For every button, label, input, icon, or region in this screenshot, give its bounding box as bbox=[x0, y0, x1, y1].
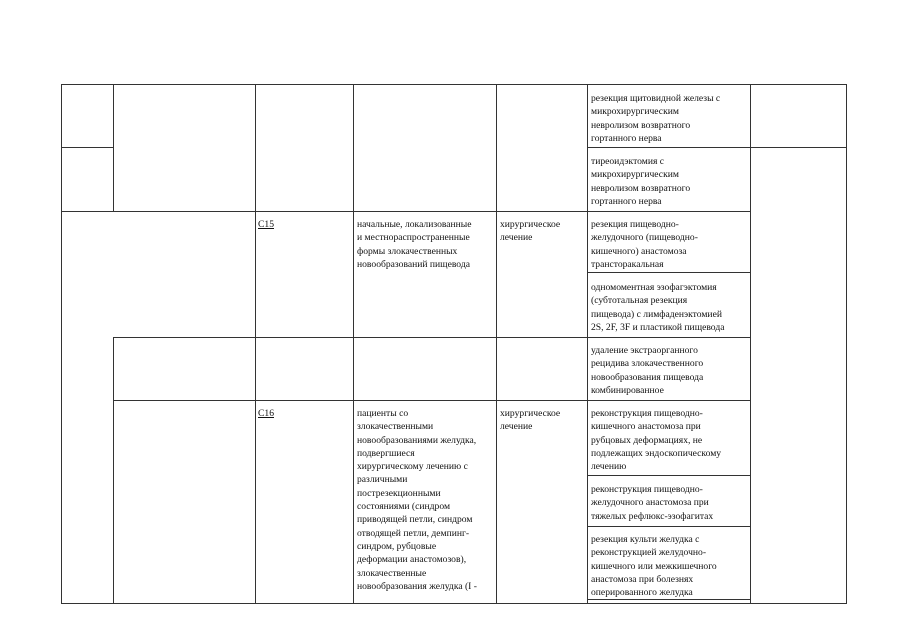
cell-line: резекция щитовидной железы с bbox=[591, 93, 721, 104]
row-divider bbox=[61, 211, 750, 212]
cell-line: невролизом возвратного bbox=[591, 182, 691, 194]
diagnosis-code-c15: C15 bbox=[258, 219, 274, 230]
cell-line: подвергшиеся bbox=[357, 447, 415, 459]
cell-line: пищевода) с лимфаденэктомией bbox=[591, 308, 722, 320]
cell-line: (субтотальная резекция bbox=[591, 295, 688, 307]
column-divider bbox=[255, 84, 256, 604]
cell-line: лечение bbox=[500, 232, 533, 244]
cell-line: хирургическое bbox=[500, 408, 561, 419]
cell-line: желудочного анастомоза при bbox=[591, 497, 709, 509]
cell-line: реконструкция пищеводно- bbox=[591, 408, 703, 419]
condition-cell bbox=[357, 218, 472, 271]
cell-line: реконструкция пищеводно- bbox=[591, 484, 703, 495]
cell-line: кишечного анастомоза при bbox=[591, 421, 701, 433]
cell-line: гортанного нерва bbox=[591, 195, 662, 207]
table-bottom-border bbox=[61, 603, 846, 604]
cell-line: желудочного (пищеводно- bbox=[591, 232, 698, 244]
row-divider bbox=[587, 526, 750, 527]
cell-line: злокачественные bbox=[357, 567, 427, 579]
cell-line: хирургическое bbox=[500, 219, 561, 230]
row-divider bbox=[587, 147, 846, 148]
row-divider bbox=[587, 272, 750, 273]
cell-line: комбинированное bbox=[591, 384, 664, 396]
cell-line: гортанного нерва bbox=[591, 132, 662, 144]
column-divider bbox=[353, 84, 354, 604]
cell-line: различными bbox=[357, 474, 408, 486]
row-divider bbox=[113, 400, 750, 401]
column-divider bbox=[496, 84, 497, 604]
cell-line: резекция культи желудка с bbox=[591, 534, 700, 545]
row-divider bbox=[587, 475, 750, 476]
procedure-cell bbox=[591, 218, 698, 271]
cell-line: пациенты со bbox=[357, 408, 409, 419]
table-top-border bbox=[61, 84, 846, 85]
cell-line: микрохирургическим bbox=[591, 106, 679, 118]
cell-line: новообразований пищевода bbox=[357, 258, 470, 270]
cell-line: рубцовых деформациях, не bbox=[591, 434, 703, 446]
procedure-cell bbox=[591, 92, 720, 145]
cell-line: оперированного желудка bbox=[591, 587, 693, 599]
cell-line: рецидива злокачественного bbox=[591, 358, 704, 370]
column-divider bbox=[750, 84, 751, 604]
cell-line: анастомоза при болезнях bbox=[591, 573, 694, 585]
cell-line: одномоментная эзофагэктомия bbox=[591, 282, 717, 293]
cell-line: приводящей петли, синдром bbox=[357, 514, 473, 526]
cell-line: и местнораспространенные bbox=[357, 232, 470, 244]
row-divider bbox=[113, 337, 750, 338]
cell-line: синдром, рубцовые bbox=[357, 540, 437, 552]
cell-line: подлежащих эндоскопическому bbox=[591, 447, 722, 459]
cell-line: злокачественными bbox=[357, 421, 434, 433]
cell-line: тиреоидэктомия с bbox=[591, 156, 665, 167]
cell-line: новообразования пищевода bbox=[591, 371, 704, 383]
cell-line: микрохирургическим bbox=[591, 169, 679, 181]
procedure-cell bbox=[591, 155, 690, 208]
column-divider bbox=[113, 337, 114, 604]
table-left-border bbox=[61, 84, 62, 604]
diagnosis-code-c16: C16 bbox=[258, 408, 274, 419]
procedure-cell bbox=[591, 281, 724, 334]
column-divider bbox=[113, 84, 114, 211]
cell-line: начальные, локализованные bbox=[357, 219, 472, 230]
procedure-cell bbox=[591, 533, 717, 599]
condition-cell bbox=[357, 407, 477, 593]
cell-line: реконструкцией желудочно- bbox=[591, 547, 707, 559]
treatment-cell bbox=[500, 218, 560, 245]
procedure-cell bbox=[591, 344, 703, 397]
cell-line: новообразования желудка (I - bbox=[357, 580, 477, 592]
cell-line: резекция пищеводно- bbox=[591, 219, 679, 230]
cell-line: лечение bbox=[500, 421, 533, 433]
cell-line: лечению bbox=[591, 461, 627, 473]
cell-line: тяжелых рефлюкс-эзофагитах bbox=[591, 510, 714, 522]
cell-line: формы злокачественных bbox=[357, 245, 458, 257]
cell-line: деформации анастомозов), bbox=[357, 554, 467, 566]
cell-line: отводящей петли, демпинг- bbox=[357, 527, 470, 539]
row-divider bbox=[61, 147, 113, 148]
cell-line: невролизом возвратного bbox=[591, 119, 691, 131]
cell-line: трансторакальная bbox=[591, 258, 664, 270]
table-right-border bbox=[846, 84, 847, 604]
column-divider bbox=[587, 84, 588, 604]
cell-line: новообразованиями желудка, bbox=[357, 434, 477, 446]
cell-line: 2S, 2F, 3F и пластикой пищевода bbox=[591, 321, 725, 333]
cell-line: кишечного или межкишечного bbox=[591, 560, 717, 572]
procedure-cell bbox=[591, 407, 721, 473]
cell-line: пострезекционными bbox=[357, 487, 441, 499]
treatment-cell bbox=[500, 407, 560, 434]
cell-line: состояниями (синдром bbox=[357, 501, 451, 513]
procedure-cell bbox=[591, 483, 713, 523]
cell-line: кишечного) анастомоза bbox=[591, 245, 687, 257]
cell-line: удаление экстраорганного bbox=[591, 345, 698, 356]
cell-line: хирургическому лечению с bbox=[357, 461, 468, 473]
